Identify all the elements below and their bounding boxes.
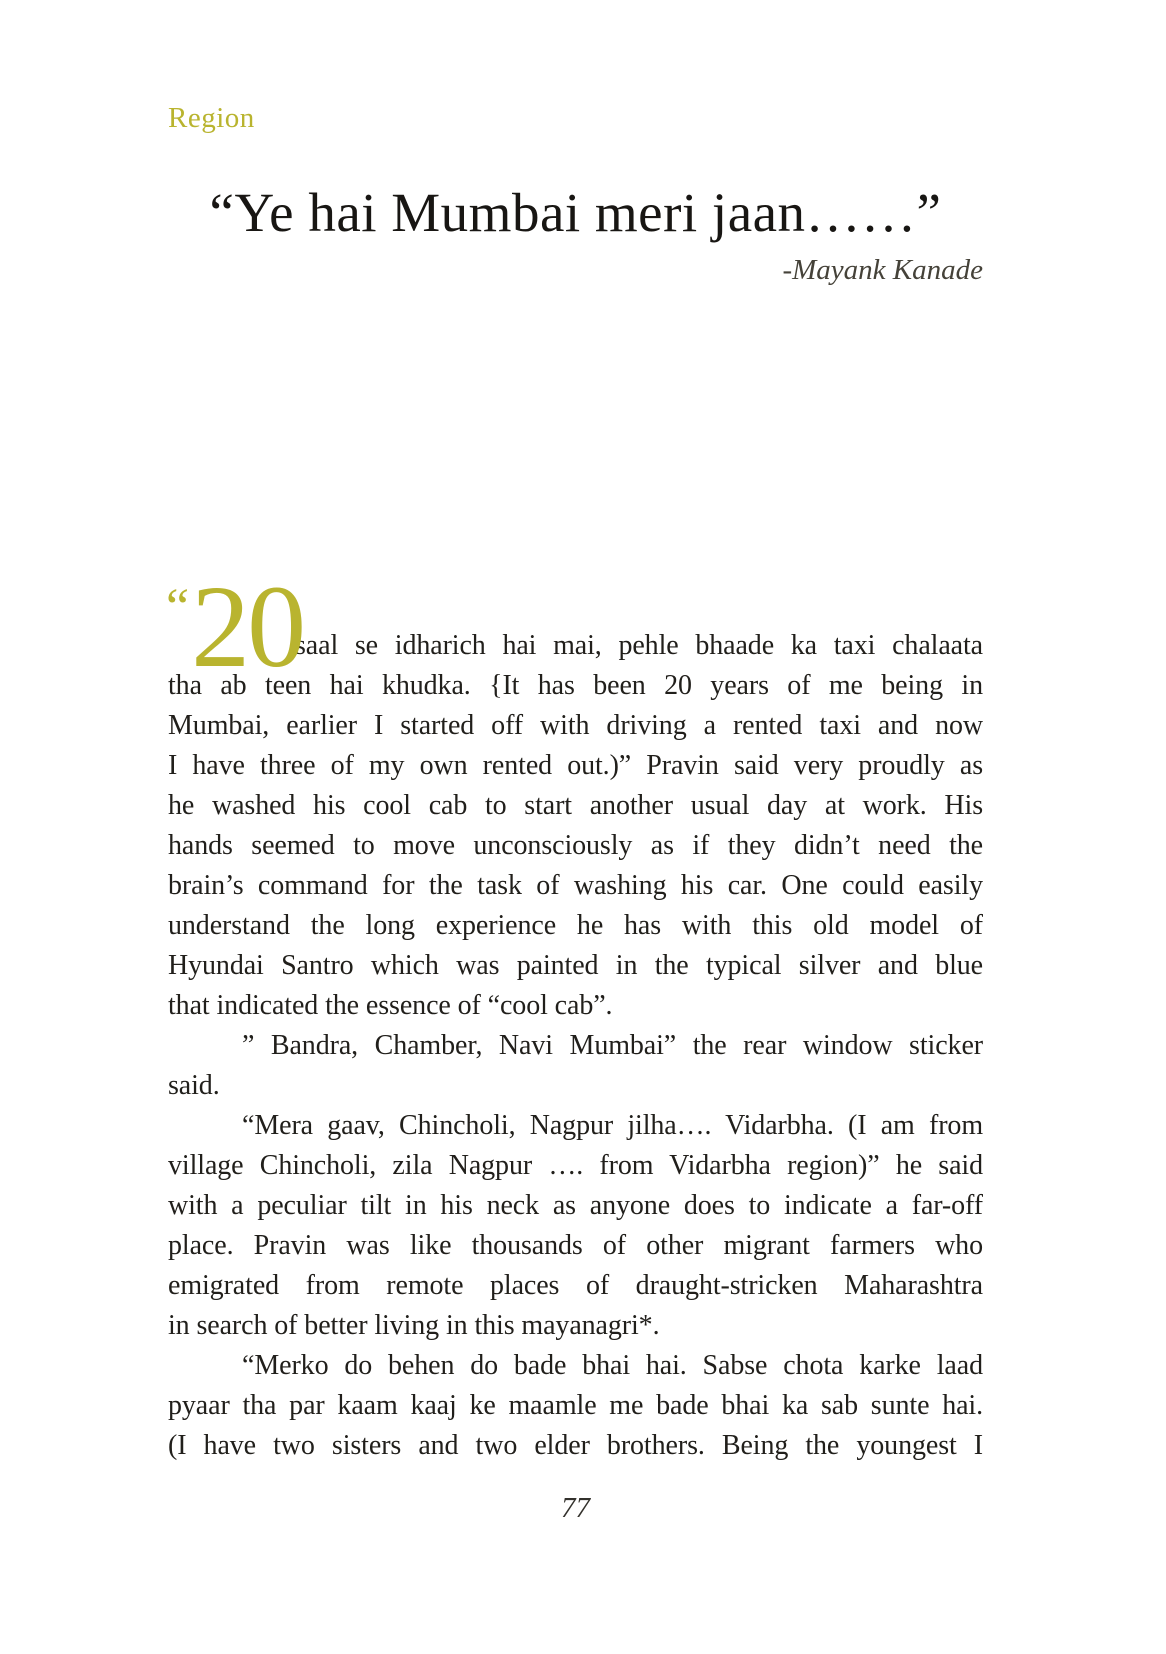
text-line: in search of better living in this mayanagri*. — [168, 1310, 660, 1341]
text-line: he washed his cool cab to start another usual day at work. His — [168, 790, 983, 821]
text-line: “Merko do behen do bade bhai hai. Sabse chota karke laad — [242, 1350, 983, 1381]
text-line: understand the long experience he has with this old model of — [168, 910, 983, 941]
paragraph — [168, 1106, 983, 1346]
text-line: brain’s command for the task of washing his car. One could easily — [168, 870, 983, 901]
page-number: 77 — [561, 1492, 590, 1524]
text-line: village Chincholi, zila Nagpur …. from Vidarbha region)” he said — [168, 1150, 983, 1181]
text-line: Mumbai, earlier I started off with driving a rented taxi and now — [168, 710, 983, 741]
text-line: ” Bandra, Chamber, Navi Mumbai” the rear window sticker — [242, 1030, 983, 1061]
text-line: “Mera gaav, Chincholi, Nagpur jilha…. Vidarbha. (I am from — [242, 1110, 983, 1141]
text-line: with a peculiar tilt in his neck as anyone does to indicate a far-off — [168, 1190, 983, 1221]
text-line: said. — [168, 1070, 220, 1101]
article-title: “Ye hai Mumbai meri jaan……” — [209, 182, 942, 243]
text-line: emigrated from remote places of draught-stricken Maharashtra — [168, 1270, 983, 1301]
paragraph — [168, 1026, 983, 1106]
text-line: Hyundai Santro which was painted in the typical silver and blue — [168, 950, 983, 981]
text-line: hands seemed to move unconsciously as if they didn’t need the — [168, 830, 983, 861]
text-line: tha ab teen hai khudka. {It has been 20 years of me being in — [168, 670, 983, 701]
text-line: (I have two sisters and two elder brothers. Being the youngest I — [168, 1430, 983, 1461]
paragraph — [168, 1346, 983, 1466]
dropcap — [166, 561, 304, 692]
paragraph — [166, 561, 983, 1026]
section-label: Region — [168, 102, 255, 134]
dropcap-quote-icon: “ — [166, 579, 190, 636]
text-line: that indicated the essence of “cool cab”. — [168, 990, 613, 1021]
text-line: saal se idharich hai mai, pehle bhaade ka taxi chalaata — [295, 630, 983, 661]
body-text — [166, 561, 983, 1466]
text-line: pyaar tha par kaam kaaj ke maamle me bade bhai ka sab sunte hai. — [168, 1390, 983, 1421]
text-line: place. Pravin was like thousands of other migrant farmers who — [168, 1230, 983, 1261]
author-byline: -Mayank Kanade — [782, 254, 983, 286]
text-line: I have three of my own rented out.)” Pravin said very proudly as — [168, 750, 983, 781]
dropcap-numerals: 20 — [191, 561, 304, 692]
